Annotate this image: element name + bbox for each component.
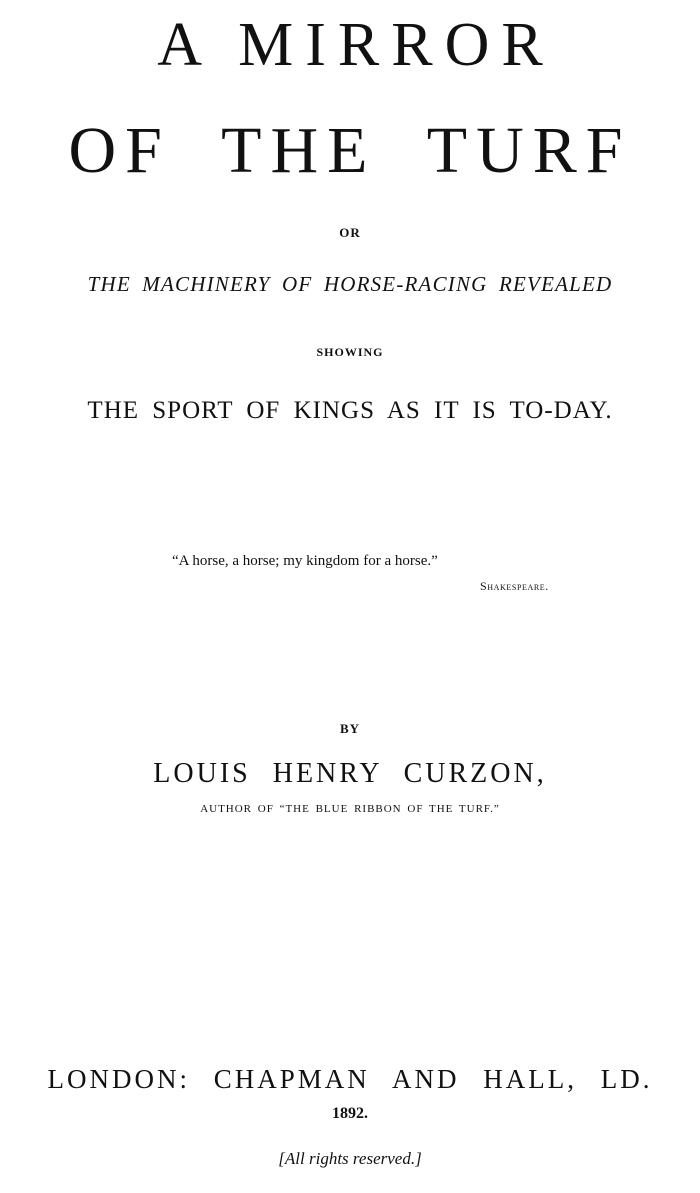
author-note: AUTHOR OF “THE BLUE RIBBON OF THE TURF.” bbox=[200, 803, 500, 815]
sport-line: THE SPORT OF KINGS AS IT IS TO-DAY. bbox=[87, 397, 613, 424]
epigraph-quote: “A horse, a horse; my kingdom for a horse.” bbox=[172, 553, 438, 569]
publisher-line: LONDON: CHAPMAN AND HALL, LD. bbox=[47, 1064, 653, 1094]
title-line-1: A MIRROR bbox=[157, 11, 555, 79]
subtitle: THE MACHINERY OF HORSE-RACING REVEALED bbox=[87, 272, 613, 296]
title-line-2: OF THE TURF bbox=[68, 114, 632, 187]
publication-year: 1892. bbox=[332, 1105, 368, 1122]
showing-connector: SHOWING bbox=[316, 345, 384, 359]
epigraph-attribution: Shakespeare. bbox=[480, 579, 549, 593]
or-connector: OR bbox=[339, 225, 361, 240]
by-connector: BY bbox=[339, 721, 361, 736]
rights-notice: [All rights reserved.] bbox=[278, 1149, 422, 1168]
author-name: LOUIS HENRY CURZON, bbox=[153, 758, 547, 789]
